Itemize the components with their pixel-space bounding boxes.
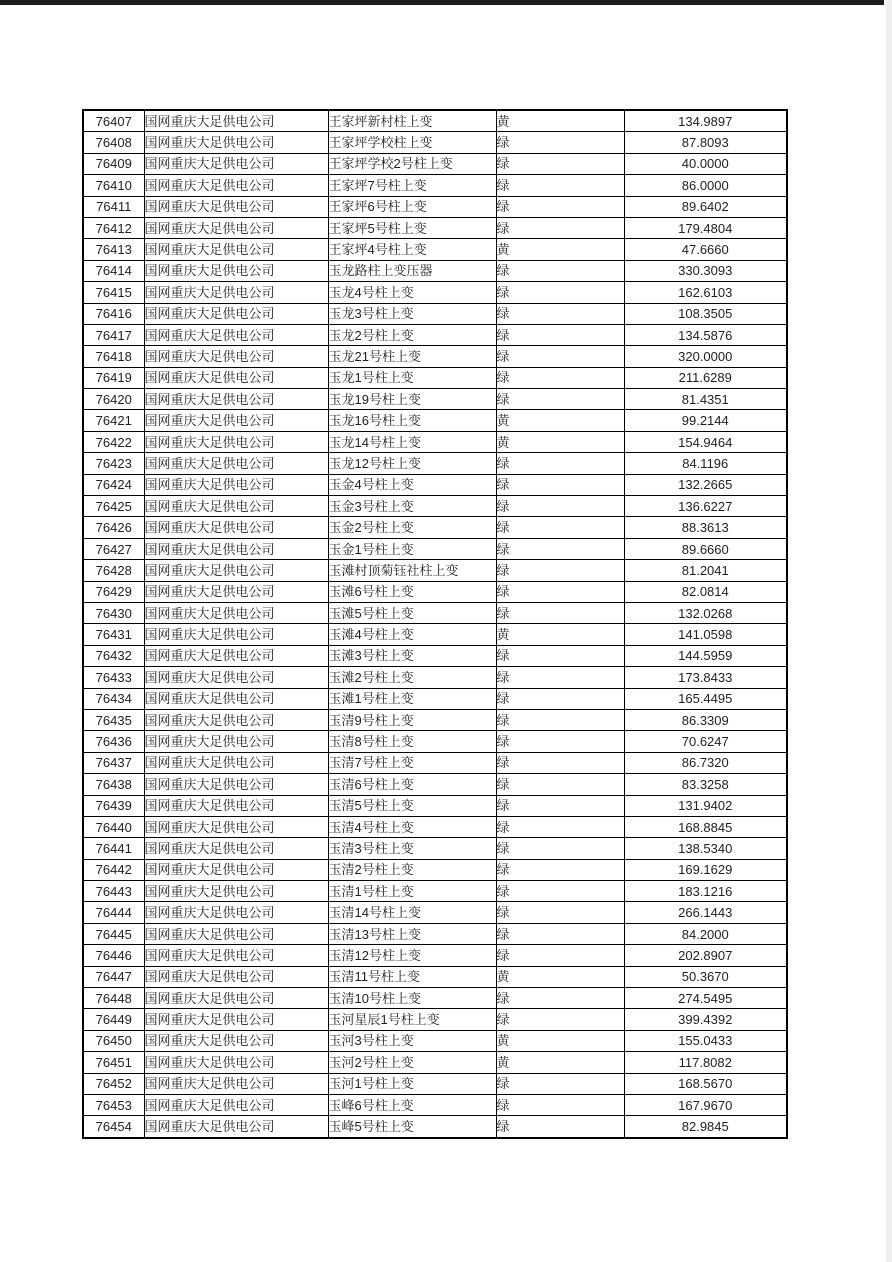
cell-id: 76427 [83, 538, 144, 559]
cell-status: 绿 [496, 1116, 624, 1138]
cell-name: 王家坪5号柱上变 [328, 217, 496, 238]
cell-status: 黄 [496, 624, 624, 645]
cell-value: 132.0268 [624, 602, 787, 623]
cell-value: 330.3093 [624, 260, 787, 281]
cell-value: 84.1196 [624, 453, 787, 474]
cell-company: 国网重庆大足供电公司 [144, 153, 328, 174]
cell-name: 玉龙3号柱上变 [328, 303, 496, 324]
cell-id: 76420 [83, 389, 144, 410]
table-row [83, 474, 787, 495]
cell-id: 76448 [83, 988, 144, 1009]
cell-name: 玉河2号柱上变 [328, 1052, 496, 1073]
table-row [83, 389, 787, 410]
cell-status: 绿 [496, 1073, 624, 1094]
table-row [83, 667, 787, 688]
cell-value: 165.4495 [624, 688, 787, 709]
cell-id: 76421 [83, 410, 144, 431]
cell-status: 绿 [496, 346, 624, 367]
cell-id: 76452 [83, 1073, 144, 1094]
table-row [83, 1116, 787, 1138]
cell-name: 玉龙1号柱上变 [328, 367, 496, 388]
cell-company: 国网重庆大足供电公司 [144, 774, 328, 795]
cell-company: 国网重庆大足供电公司 [144, 602, 328, 623]
data-table [82, 109, 788, 1139]
table-row [83, 581, 787, 602]
cell-company: 国网重庆大足供电公司 [144, 945, 328, 966]
table-row [83, 1094, 787, 1115]
cell-status: 黄 [496, 1052, 624, 1073]
cell-value: 168.8845 [624, 816, 787, 837]
cell-id: 76447 [83, 966, 144, 987]
cell-status: 绿 [496, 260, 624, 281]
cell-company: 国网重庆大足供电公司 [144, 581, 328, 602]
table-row [83, 602, 787, 623]
cell-name: 王家坪6号柱上变 [328, 196, 496, 217]
cell-id: 76441 [83, 838, 144, 859]
cell-value: 183.1216 [624, 881, 787, 902]
cell-name: 玉清7号柱上变 [328, 752, 496, 773]
cell-id: 76411 [83, 196, 144, 217]
cell-value: 40.0000 [624, 153, 787, 174]
cell-company: 国网重庆大足供电公司 [144, 645, 328, 666]
cell-name: 玉清9号柱上变 [328, 709, 496, 730]
cell-value: 134.9897 [624, 110, 787, 132]
table-row [83, 303, 787, 324]
cell-id: 76433 [83, 667, 144, 688]
cell-status: 绿 [496, 389, 624, 410]
cell-name: 王家坪新村柱上变 [328, 110, 496, 132]
cell-name: 玉清8号柱上变 [328, 731, 496, 752]
cell-value: 169.1629 [624, 859, 787, 880]
cell-status: 黄 [496, 966, 624, 987]
cell-id: 76425 [83, 496, 144, 517]
cell-name: 玉河1号柱上变 [328, 1073, 496, 1094]
cell-id: 76417 [83, 324, 144, 345]
cell-name: 王家坪4号柱上变 [328, 239, 496, 260]
cell-id: 76440 [83, 816, 144, 837]
cell-id: 76428 [83, 560, 144, 581]
cell-company: 国网重庆大足供电公司 [144, 239, 328, 260]
cell-value: 179.4804 [624, 217, 787, 238]
cell-company: 国网重庆大足供电公司 [144, 453, 328, 474]
cell-value: 173.8433 [624, 667, 787, 688]
cell-value: 86.7320 [624, 752, 787, 773]
cell-name: 玉滩2号柱上变 [328, 667, 496, 688]
cell-status: 绿 [496, 902, 624, 923]
cell-value: 88.3613 [624, 517, 787, 538]
cell-id: 76449 [83, 1009, 144, 1030]
cell-status: 绿 [496, 496, 624, 517]
cell-value: 89.6660 [624, 538, 787, 559]
cell-status: 绿 [496, 196, 624, 217]
cell-id: 76454 [83, 1116, 144, 1138]
cell-value: 211.6289 [624, 367, 787, 388]
cell-status: 绿 [496, 988, 624, 1009]
cell-name: 王家坪7号柱上变 [328, 175, 496, 196]
cell-value: 70.6247 [624, 731, 787, 752]
table-row [83, 923, 787, 944]
cell-name: 玉龙路柱上变压器 [328, 260, 496, 281]
cell-id: 76415 [83, 282, 144, 303]
cell-status: 绿 [496, 881, 624, 902]
table-row [83, 645, 787, 666]
cell-status: 绿 [496, 324, 624, 345]
cell-value: 399.4392 [624, 1009, 787, 1030]
cell-status: 绿 [496, 303, 624, 324]
cell-status: 绿 [496, 774, 624, 795]
cell-value: 87.8093 [624, 132, 787, 153]
cell-name: 玉清12号柱上变 [328, 945, 496, 966]
cell-company: 国网重庆大足供电公司 [144, 624, 328, 645]
table-row [83, 945, 787, 966]
cell-status: 绿 [496, 859, 624, 880]
cell-id: 76431 [83, 624, 144, 645]
cell-status: 绿 [496, 795, 624, 816]
table-row [83, 282, 787, 303]
cell-id: 76414 [83, 260, 144, 281]
table-body [83, 110, 787, 1138]
cell-id: 76438 [83, 774, 144, 795]
cell-value: 134.5876 [624, 324, 787, 345]
cell-company: 国网重庆大足供电公司 [144, 1009, 328, 1030]
table-row [83, 966, 787, 987]
table-row [83, 838, 787, 859]
cell-id: 76443 [83, 881, 144, 902]
cell-name: 玉清1号柱上变 [328, 881, 496, 902]
cell-company: 国网重庆大足供电公司 [144, 881, 328, 902]
cell-value: 132.2665 [624, 474, 787, 495]
table-row [83, 1052, 787, 1073]
cell-value: 168.5670 [624, 1073, 787, 1094]
cell-company: 国网重庆大足供电公司 [144, 1030, 328, 1051]
cell-status: 绿 [496, 816, 624, 837]
cell-company: 国网重庆大足供电公司 [144, 517, 328, 538]
cell-value: 86.0000 [624, 175, 787, 196]
cell-company: 国网重庆大足供电公司 [144, 709, 328, 730]
cell-value: 108.3505 [624, 303, 787, 324]
cell-name: 玉金2号柱上变 [328, 517, 496, 538]
cell-status: 绿 [496, 217, 624, 238]
cell-name: 玉金1号柱上变 [328, 538, 496, 559]
cell-name: 玉龙21号柱上变 [328, 346, 496, 367]
cell-company: 国网重庆大足供电公司 [144, 110, 328, 132]
cell-id: 76450 [83, 1030, 144, 1051]
table-row [83, 731, 787, 752]
cell-status: 绿 [496, 667, 624, 688]
cell-company: 国网重庆大足供电公司 [144, 923, 328, 944]
page-top-rule [0, 0, 884, 5]
cell-status: 绿 [496, 538, 624, 559]
cell-name: 玉龙19号柱上变 [328, 389, 496, 410]
cell-company: 国网重庆大足供电公司 [144, 560, 328, 581]
cell-status: 黄 [496, 110, 624, 132]
cell-name: 玉龙16号柱上变 [328, 410, 496, 431]
cell-status: 绿 [496, 153, 624, 174]
cell-name: 玉滩5号柱上变 [328, 602, 496, 623]
cell-id: 76430 [83, 602, 144, 623]
cell-name: 玉龙2号柱上变 [328, 324, 496, 345]
cell-name: 玉龙4号柱上变 [328, 282, 496, 303]
cell-value: 117.8082 [624, 1052, 787, 1073]
cell-company: 国网重庆大足供电公司 [144, 838, 328, 859]
cell-company: 国网重庆大足供电公司 [144, 474, 328, 495]
cell-company: 国网重庆大足供电公司 [144, 389, 328, 410]
cell-value: 82.9845 [624, 1116, 787, 1138]
cell-id: 76408 [83, 132, 144, 153]
cell-status: 绿 [496, 731, 624, 752]
cell-company: 国网重庆大足供电公司 [144, 988, 328, 1009]
cell-id: 76444 [83, 902, 144, 923]
cell-name: 玉滩1号柱上变 [328, 688, 496, 709]
cell-value: 141.0598 [624, 624, 787, 645]
cell-company: 国网重庆大足供电公司 [144, 1116, 328, 1138]
cell-id: 76434 [83, 688, 144, 709]
cell-company: 国网重庆大足供电公司 [144, 795, 328, 816]
cell-company: 国网重庆大足供电公司 [144, 324, 328, 345]
cell-id: 76424 [83, 474, 144, 495]
cell-value: 154.9464 [624, 431, 787, 452]
cell-company: 国网重庆大足供电公司 [144, 132, 328, 153]
cell-status: 黄 [496, 239, 624, 260]
cell-value: 320.0000 [624, 346, 787, 367]
cell-company: 国网重庆大足供电公司 [144, 410, 328, 431]
cell-status: 绿 [496, 709, 624, 730]
cell-id: 76429 [83, 581, 144, 602]
table-row [83, 496, 787, 517]
table-row [83, 1030, 787, 1051]
table-row [83, 346, 787, 367]
cell-value: 202.8907 [624, 945, 787, 966]
cell-id: 76445 [83, 923, 144, 944]
cell-name: 玉滩3号柱上变 [328, 645, 496, 666]
page-right-edge [886, 0, 892, 1262]
cell-value: 86.3309 [624, 709, 787, 730]
cell-status: 绿 [496, 367, 624, 388]
cell-name: 玉清4号柱上变 [328, 816, 496, 837]
table-row [83, 560, 787, 581]
cell-company: 国网重庆大足供电公司 [144, 431, 328, 452]
table-row [83, 624, 787, 645]
cell-status: 绿 [496, 1094, 624, 1115]
cell-id: 76451 [83, 1052, 144, 1073]
cell-status: 黄 [496, 1030, 624, 1051]
cell-id: 76423 [83, 453, 144, 474]
cell-company: 国网重庆大足供电公司 [144, 282, 328, 303]
cell-company: 国网重庆大足供电公司 [144, 346, 328, 367]
cell-name: 玉清14号柱上变 [328, 902, 496, 923]
cell-status: 绿 [496, 945, 624, 966]
cell-name: 玉清3号柱上变 [328, 838, 496, 859]
cell-name: 玉龙14号柱上变 [328, 431, 496, 452]
table-row [83, 196, 787, 217]
cell-status: 绿 [496, 688, 624, 709]
cell-value: 82.0814 [624, 581, 787, 602]
cell-company: 国网重庆大足供电公司 [144, 859, 328, 880]
cell-company: 国网重庆大足供电公司 [144, 260, 328, 281]
table-row [83, 795, 787, 816]
cell-status: 绿 [496, 132, 624, 153]
cell-name: 玉河星辰1号柱上变 [328, 1009, 496, 1030]
cell-status: 黄 [496, 431, 624, 452]
cell-id: 76407 [83, 110, 144, 132]
cell-name: 玉清2号柱上变 [328, 859, 496, 880]
table-row [83, 816, 787, 837]
table-row [83, 153, 787, 174]
table-row [83, 988, 787, 1009]
table-row [83, 881, 787, 902]
cell-status: 绿 [496, 282, 624, 303]
cell-company: 国网重庆大足供电公司 [144, 731, 328, 752]
cell-name: 玉滩4号柱上变 [328, 624, 496, 645]
cell-status: 绿 [496, 645, 624, 666]
cell-id: 76409 [83, 153, 144, 174]
cell-company: 国网重庆大足供电公司 [144, 175, 328, 196]
cell-value: 81.2041 [624, 560, 787, 581]
cell-value: 144.5959 [624, 645, 787, 666]
cell-value: 89.6402 [624, 196, 787, 217]
table-row [83, 752, 787, 773]
cell-company: 国网重庆大足供电公司 [144, 367, 328, 388]
table-row [83, 774, 787, 795]
table-row [83, 260, 787, 281]
cell-company: 国网重庆大足供电公司 [144, 816, 328, 837]
cell-name: 玉滩村顶菊钰社柱上变 [328, 560, 496, 581]
cell-value: 131.9402 [624, 795, 787, 816]
cell-name: 玉清13号柱上变 [328, 923, 496, 944]
cell-id: 76442 [83, 859, 144, 880]
table-row [83, 859, 787, 880]
table-row [83, 517, 787, 538]
cell-company: 国网重庆大足供电公司 [144, 966, 328, 987]
cell-company: 国网重庆大足供电公司 [144, 1052, 328, 1073]
cell-value: 47.6660 [624, 239, 787, 260]
cell-id: 76446 [83, 945, 144, 966]
table-row [83, 453, 787, 474]
table-row [83, 902, 787, 923]
cell-value: 99.2144 [624, 410, 787, 431]
cell-status: 绿 [496, 602, 624, 623]
cell-value: 162.6103 [624, 282, 787, 303]
cell-name: 玉河3号柱上变 [328, 1030, 496, 1051]
cell-name: 王家坪学校2号柱上变 [328, 153, 496, 174]
cell-id: 76426 [83, 517, 144, 538]
cell-name: 玉金3号柱上变 [328, 496, 496, 517]
cell-company: 国网重庆大足供电公司 [144, 1073, 328, 1094]
table-row [83, 367, 787, 388]
cell-name: 玉龙12号柱上变 [328, 453, 496, 474]
table-row [83, 431, 787, 452]
cell-company: 国网重庆大足供电公司 [144, 217, 328, 238]
cell-status: 绿 [496, 453, 624, 474]
cell-company: 国网重庆大足供电公司 [144, 303, 328, 324]
cell-id: 76432 [83, 645, 144, 666]
cell-id: 76413 [83, 239, 144, 260]
cell-status: 绿 [496, 1009, 624, 1030]
cell-status: 绿 [496, 838, 624, 859]
table-row [83, 1073, 787, 1094]
cell-name: 玉清10号柱上变 [328, 988, 496, 1009]
cell-name: 玉峰5号柱上变 [328, 1116, 496, 1138]
cell-name: 玉清6号柱上变 [328, 774, 496, 795]
table-row [83, 1009, 787, 1030]
cell-company: 国网重庆大足供电公司 [144, 688, 328, 709]
cell-name: 玉滩6号柱上变 [328, 581, 496, 602]
table-row [83, 324, 787, 345]
cell-value: 81.4351 [624, 389, 787, 410]
cell-company: 国网重庆大足供电公司 [144, 496, 328, 517]
cell-company: 国网重庆大足供电公司 [144, 1094, 328, 1115]
table-row [83, 688, 787, 709]
cell-status: 绿 [496, 581, 624, 602]
cell-value: 50.3670 [624, 966, 787, 987]
cell-id: 76453 [83, 1094, 144, 1115]
cell-name: 玉清11号柱上变 [328, 966, 496, 987]
cell-name: 王家坪学校柱上变 [328, 132, 496, 153]
table-row [83, 110, 787, 132]
table-row [83, 709, 787, 730]
cell-name: 玉金4号柱上变 [328, 474, 496, 495]
table-row [83, 132, 787, 153]
cell-value: 266.1443 [624, 902, 787, 923]
table-row [83, 538, 787, 559]
cell-status: 绿 [496, 175, 624, 196]
cell-value: 138.5340 [624, 838, 787, 859]
cell-company: 国网重庆大足供电公司 [144, 667, 328, 688]
table-row [83, 217, 787, 238]
cell-id: 76418 [83, 346, 144, 367]
cell-id: 76416 [83, 303, 144, 324]
cell-company: 国网重庆大足供电公司 [144, 752, 328, 773]
table-row [83, 175, 787, 196]
cell-status: 绿 [496, 474, 624, 495]
cell-value: 274.5495 [624, 988, 787, 1009]
cell-status: 绿 [496, 752, 624, 773]
cell-id: 76436 [83, 731, 144, 752]
cell-company: 国网重庆大足供电公司 [144, 538, 328, 559]
cell-id: 76437 [83, 752, 144, 773]
cell-name: 玉清5号柱上变 [328, 795, 496, 816]
cell-company: 国网重庆大足供电公司 [144, 196, 328, 217]
cell-value: 83.3258 [624, 774, 787, 795]
cell-status: 绿 [496, 923, 624, 944]
cell-value: 136.6227 [624, 496, 787, 517]
cell-value: 84.2000 [624, 923, 787, 944]
cell-id: 76439 [83, 795, 144, 816]
cell-name: 玉峰6号柱上变 [328, 1094, 496, 1115]
table-row [83, 239, 787, 260]
cell-id: 76435 [83, 709, 144, 730]
cell-company: 国网重庆大足供电公司 [144, 902, 328, 923]
cell-id: 76410 [83, 175, 144, 196]
cell-status: 黄 [496, 410, 624, 431]
cell-status: 绿 [496, 560, 624, 581]
cell-id: 76412 [83, 217, 144, 238]
cell-id: 76419 [83, 367, 144, 388]
cell-value: 167.9670 [624, 1094, 787, 1115]
cell-status: 绿 [496, 517, 624, 538]
cell-value: 155.0433 [624, 1030, 787, 1051]
cell-id: 76422 [83, 431, 144, 452]
table-row [83, 410, 787, 431]
